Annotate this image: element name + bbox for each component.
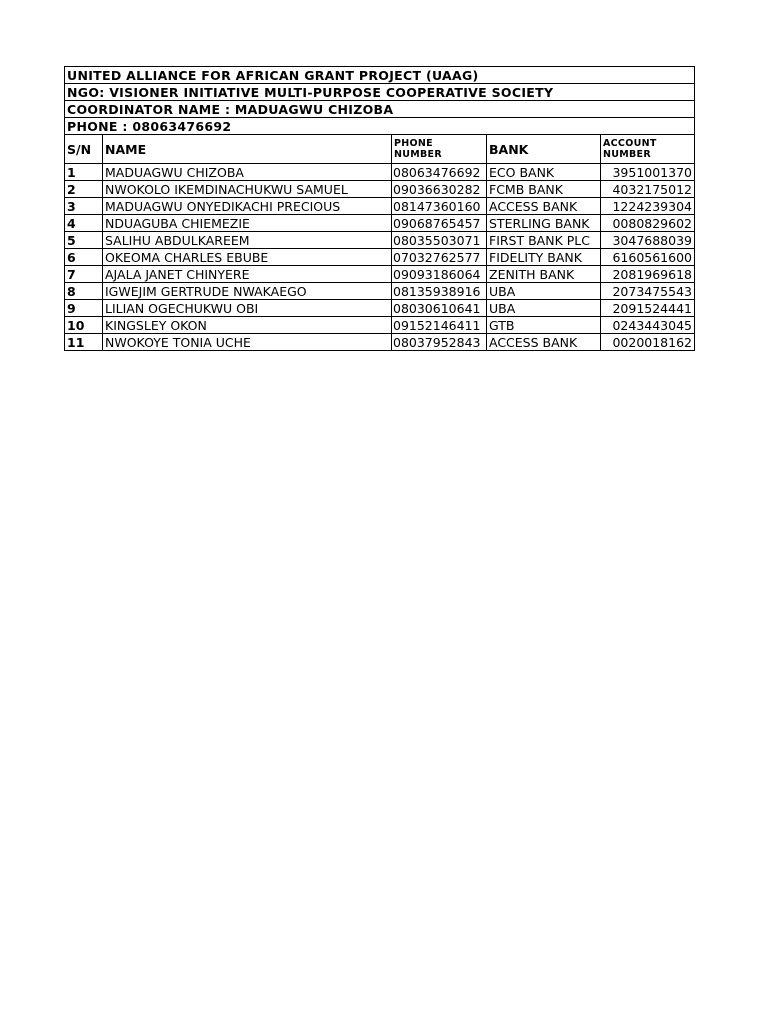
cell-name: SALIHU ABDULKAREEM xyxy=(103,232,392,249)
table-row xyxy=(65,249,695,266)
column-header-account: ACCOUNT NUMBER xyxy=(601,135,695,164)
cell-sn: 6 xyxy=(65,249,103,266)
cell-account: 0020018162 xyxy=(601,334,695,351)
cell-sn: 11 xyxy=(65,334,103,351)
header-row-phone xyxy=(65,118,695,135)
cell-account: 0243443045 xyxy=(601,317,695,334)
cell-sn: 4 xyxy=(65,215,103,232)
cell-bank: ACCESS BANK xyxy=(487,198,601,215)
cell-name: IGWEJIM GERTRUDE NWAKAEGO xyxy=(103,283,392,300)
cell-phone: 09068765457 xyxy=(392,215,487,232)
ngo-name: NGO: VISIONER INITIATIVE MULTI-PURPOSE COOPERATIVE SOCIETY xyxy=(65,84,695,101)
cell-bank: FCMB BANK xyxy=(487,181,601,198)
cell-account: 2081969618 xyxy=(601,266,695,283)
cell-phone: 08030610641 xyxy=(392,300,487,317)
cell-name: OKEOMA CHARLES EBUBE xyxy=(103,249,392,266)
cell-account: 3951001370 xyxy=(601,164,695,181)
table-row xyxy=(65,334,695,351)
cell-name: AJALA JANET CHINYERE xyxy=(103,266,392,283)
cell-account: 2091524441 xyxy=(601,300,695,317)
cell-sn: 3 xyxy=(65,198,103,215)
cell-account: 3047688039 xyxy=(601,232,695,249)
column-header-phone: PHONE NUMBER xyxy=(392,135,487,164)
cell-name: MADUAGWU ONYEDIKACHI PRECIOUS xyxy=(103,198,392,215)
column-header-name: NAME xyxy=(103,135,392,164)
cell-bank: ACCESS BANK xyxy=(487,334,601,351)
cell-account: 0080829602 xyxy=(601,215,695,232)
cell-sn: 8 xyxy=(65,283,103,300)
cell-sn: 10 xyxy=(65,317,103,334)
cell-bank: UBA xyxy=(487,300,601,317)
cell-sn: 1 xyxy=(65,164,103,181)
header-row-coordinator xyxy=(65,101,695,118)
column-header-row xyxy=(65,135,695,164)
header-row-project xyxy=(65,67,695,84)
cell-phone: 09036630282 xyxy=(392,181,487,198)
beneficiary-table xyxy=(64,66,695,351)
column-header-bank: BANK xyxy=(487,135,601,164)
table-row xyxy=(65,198,695,215)
cell-phone: 08147360160 xyxy=(392,198,487,215)
table-row xyxy=(65,300,695,317)
table-row xyxy=(65,283,695,300)
cell-name: NDUAGUBA CHIEMEZIE xyxy=(103,215,392,232)
cell-account: 4032175012 xyxy=(601,181,695,198)
coordinator-phone: PHONE : 08063476692 xyxy=(65,118,695,135)
header-row-ngo xyxy=(65,84,695,101)
cell-phone: 08063476692 xyxy=(392,164,487,181)
table-row xyxy=(65,317,695,334)
cell-name: NWOKOLO IKEMDINACHUKWU SAMUEL xyxy=(103,181,392,198)
cell-phone: 09152146411 xyxy=(392,317,487,334)
cell-account: 6160561600 xyxy=(601,249,695,266)
cell-name: NWOKOYE TONIA UCHE xyxy=(103,334,392,351)
cell-bank: ZENITH BANK xyxy=(487,266,601,283)
column-header-sn: S/N xyxy=(65,135,103,164)
cell-bank: GTB xyxy=(487,317,601,334)
table-row xyxy=(65,232,695,249)
project-title: UNITED ALLIANCE FOR AFRICAN GRANT PROJECT (UAAG) xyxy=(65,67,695,84)
table-row xyxy=(65,181,695,198)
beneficiary-sheet xyxy=(64,66,694,351)
cell-phone: 07032762577 xyxy=(392,249,487,266)
cell-phone: 08035503071 xyxy=(392,232,487,249)
cell-phone: 08037952843 xyxy=(392,334,487,351)
cell-bank: FIDELITY BANK xyxy=(487,249,601,266)
cell-name: LILIAN OGECHUKWU OBI xyxy=(103,300,392,317)
cell-name: MADUAGWU CHIZOBA xyxy=(103,164,392,181)
cell-account: 2073475543 xyxy=(601,283,695,300)
cell-sn: 2 xyxy=(65,181,103,198)
cell-name: KINGSLEY OKON xyxy=(103,317,392,334)
cell-sn: 9 xyxy=(65,300,103,317)
cell-sn: 5 xyxy=(65,232,103,249)
table-row xyxy=(65,266,695,283)
table-row xyxy=(65,164,695,181)
cell-account: 1224239304 xyxy=(601,198,695,215)
cell-bank: ECO BANK xyxy=(487,164,601,181)
cell-phone: 08135938916 xyxy=(392,283,487,300)
cell-phone: 09093186064 xyxy=(392,266,487,283)
table-row xyxy=(65,215,695,232)
cell-bank: UBA xyxy=(487,283,601,300)
coordinator-name: COORDINATOR NAME : MADUAGWU CHIZOBA xyxy=(65,101,695,118)
cell-bank: FIRST BANK PLC xyxy=(487,232,601,249)
cell-bank: STERLING BANK xyxy=(487,215,601,232)
cell-sn: 7 xyxy=(65,266,103,283)
